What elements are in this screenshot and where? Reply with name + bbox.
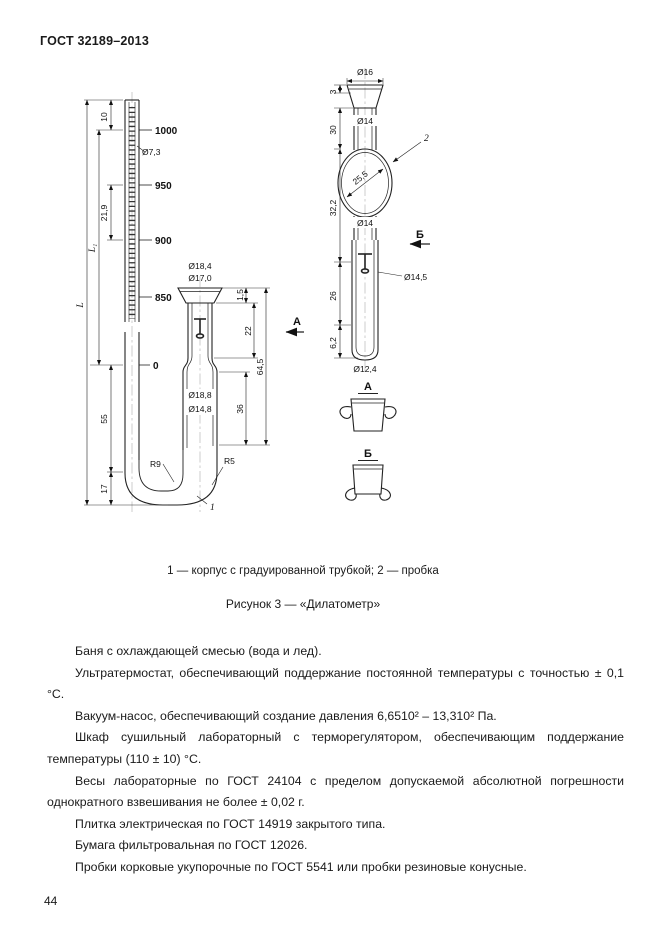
dim-label-d16: Ø16 <box>356 67 374 77</box>
dim-label-36: 36 <box>235 404 245 414</box>
paragraph-vacuum-pump: Вакуум-насос, обеспечивающий создание давления 6,6510² – 13,310² Па. <box>75 708 497 723</box>
dim-label-d14-top: Ø14 <box>356 116 374 126</box>
paragraph-stoppers: Пробки корковые укупорочные по ГОСТ 5541 или пробки резиновые конусные. <box>75 859 527 874</box>
paragraph-scales: Весы лабораторные по ГОСТ 24104 с пределом допускаемой абсолютной погрешности однократного взвешивания не более ± 0,02 г. <box>47 773 624 810</box>
paragraph-bath: Баня с охлаждающей смесью (вода и лед). <box>75 644 322 658</box>
scale-label-950: 950 <box>155 181 172 192</box>
part-label-1: 1 <box>210 503 215 513</box>
dilatometer-technical-drawing <box>0 60 661 565</box>
scale-label-0: 0 <box>153 361 159 372</box>
body-text <box>47 641 624 879</box>
paragraph-drying-oven: Шкаф сушильный лабораторный с терморегулятором, обеспечивающим поддержание температуры (110 ± 10) °С. <box>47 730 624 766</box>
dim-label-55: 55 <box>99 414 109 424</box>
paragraph-hotplate: Плитка электрическая по ГОСТ 14919 закрытого типа. <box>75 816 386 831</box>
dim-label-r5: R5 <box>224 456 235 466</box>
dim-label-22: 22 <box>243 326 253 336</box>
dim-label-r9: R9 <box>150 459 161 469</box>
view-a-title: А <box>364 381 372 393</box>
paragraph-thermostat: Ультратермостат, обеспечивающий поддержание постоянной температуры с точностью ± 0,1 °С. <box>47 665 624 702</box>
dim-label-d18-4: Ø18,4 <box>188 261 212 271</box>
dim-label-10: 10 <box>99 112 109 122</box>
page-number: 44 <box>44 894 58 908</box>
dim-label-32-2: 32,2 <box>328 199 338 217</box>
figure-area <box>0 60 661 565</box>
dim-label-26: 26 <box>328 291 338 301</box>
paragraph-filter-paper: Бумага фильтровальная по ГОСТ 12026. <box>75 838 308 853</box>
part-label-2: 2 <box>424 134 429 144</box>
dim-label-d7-3: Ø7,3 <box>142 147 161 157</box>
dim-label-17: 17 <box>99 484 109 494</box>
dim-label-30: 30 <box>328 125 338 135</box>
view-b-title: Б <box>364 448 372 460</box>
dim-label-d18-8: Ø18,8 <box>188 390 212 400</box>
document-header: ГОСТ 32189–2013 <box>40 34 149 48</box>
dim-label-21-9: 21,9 <box>99 204 109 222</box>
dim-label-d14-mid: Ø14 <box>356 218 374 228</box>
scale-label-850: 850 <box>155 293 172 304</box>
dim-label-25-5: 25,5 <box>350 168 370 187</box>
section-arrow-b-label: Б <box>416 229 424 241</box>
figure-caption: Рисунок 3 — «Дилатометр» <box>225 597 381 611</box>
dim-label-d12-4: Ø12,4 <box>353 364 377 374</box>
dim-label-d17-0: Ø17,0 <box>188 273 212 283</box>
dim-label-3: 3 <box>328 89 338 95</box>
view-b-drawing <box>346 465 391 500</box>
dim-label-64-5: 64,5 <box>255 358 265 376</box>
figure-legend: 1 — корпус с градуированной трубкой; 2 — пробка <box>167 565 439 577</box>
view-a-drawing <box>340 399 396 431</box>
scale-label-1000: 1000 <box>155 126 178 137</box>
dim-label-l1: L₁ <box>88 243 98 253</box>
dim-label-d14-5: Ø14,5 <box>404 272 428 282</box>
scale-label-900: 900 <box>155 236 172 247</box>
section-arrow-a-label: А <box>293 316 301 328</box>
dim-label-l: L <box>76 302 86 308</box>
dim-label-d14-8: Ø14,8 <box>188 404 212 414</box>
dim-label-1-5: 1,5 <box>235 289 245 301</box>
dim-label-6-2: 6,2 <box>328 337 338 349</box>
